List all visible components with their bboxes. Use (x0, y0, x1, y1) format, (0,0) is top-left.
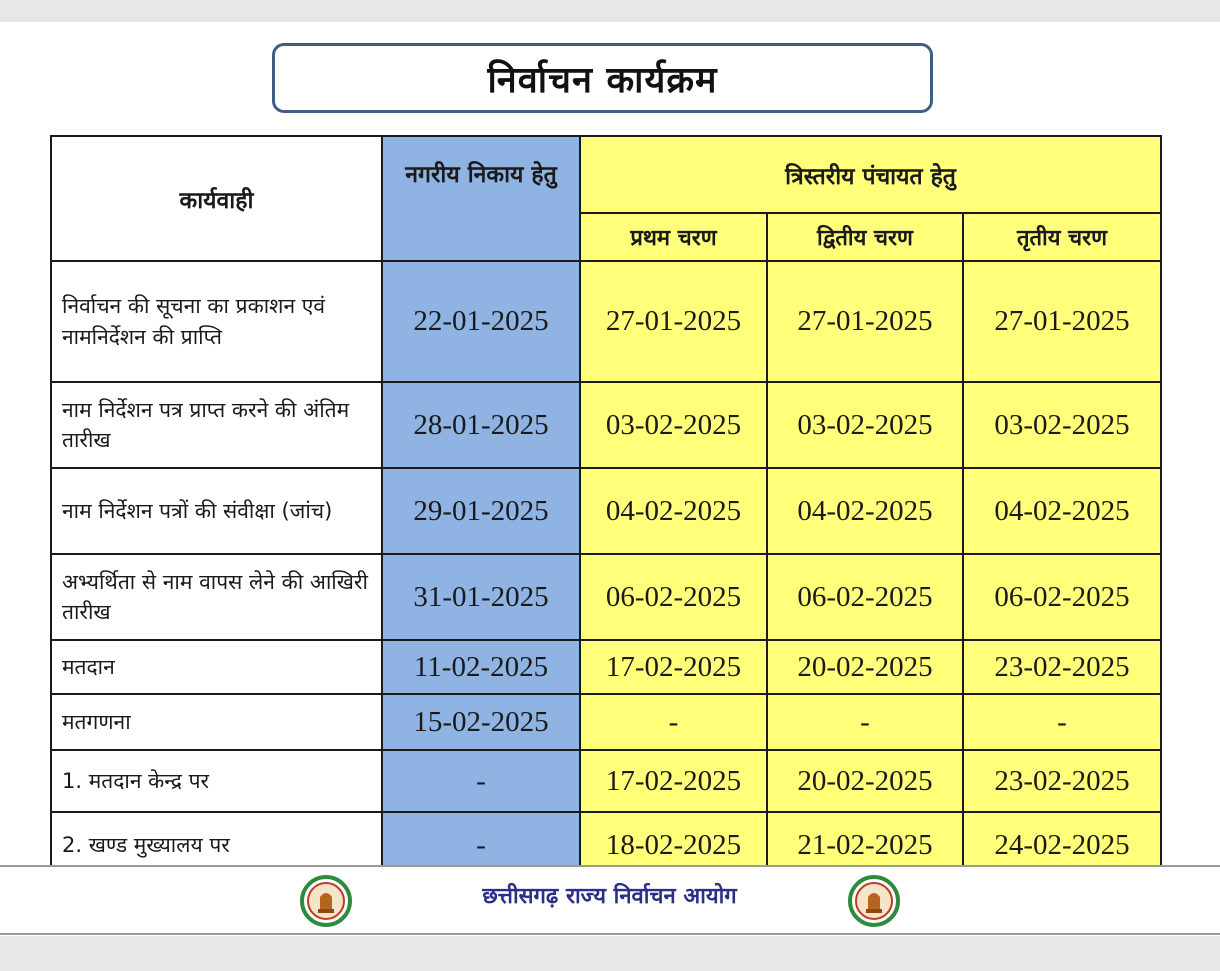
row-label: 1. मतदान केन्द्र पर (51, 750, 382, 812)
urban-date: 15-02-2025 (382, 694, 580, 750)
table-row (51, 261, 1161, 382)
header-action: कार्यवाही (51, 136, 382, 261)
phase-3-date: - (963, 694, 1161, 750)
urban-date: 11-02-2025 (382, 640, 580, 694)
election-schedule-table (50, 135, 1162, 879)
phase-1-date: 03-02-2025 (580, 382, 767, 468)
header-row-1 (51, 136, 1161, 213)
phase-2-date: - (767, 694, 963, 750)
row-label: 2. खण्ड मुख्यालय पर (51, 812, 382, 878)
urban-date: 29-01-2025 (382, 468, 580, 554)
page-title: निर्वाचन कार्यक्रम (487, 59, 718, 101)
row-label: मतगणना (51, 694, 382, 750)
urban-date: - (382, 750, 580, 812)
table-row (51, 382, 1161, 468)
table-row (51, 694, 1161, 750)
row-label: नाम निर्देशन पत्रों की संवीक्षा (जांच) (51, 468, 382, 554)
row-label: अभ्यर्थिता से नाम वापस लेने की आखिरी तारीख (51, 554, 382, 640)
phase-1-date: 17-02-2025 (580, 640, 767, 694)
table-row (51, 554, 1161, 640)
phase-1-date: 27-01-2025 (580, 261, 767, 382)
table-row (51, 640, 1161, 694)
table-row (51, 750, 1161, 812)
phase-3-date: 04-02-2025 (963, 468, 1161, 554)
bottom-margin-band (0, 936, 1220, 971)
phase-1-date: 18-02-2025 (580, 812, 767, 878)
header-phase-2: द्वितीय चरण (767, 213, 963, 261)
row-label: मतदान (51, 640, 382, 694)
urban-date: 28-01-2025 (382, 382, 580, 468)
top-margin-band (0, 0, 1220, 22)
urban-date: 31-01-2025 (382, 554, 580, 640)
header-phase-1: प्रथम चरण (580, 213, 767, 261)
phase-3-date: 06-02-2025 (963, 554, 1161, 640)
state-emblem-icon (300, 875, 352, 927)
phase-3-date: 23-02-2025 (963, 640, 1161, 694)
urban-date: 22-01-2025 (382, 261, 580, 382)
phase-2-date: 20-02-2025 (767, 750, 963, 812)
row-label: निर्वाचन की सूचना का प्रकाशन एवं नामनिर्देशन की प्राप्ति (51, 261, 382, 382)
urban-date: - (382, 812, 580, 878)
phase-1-date: 17-02-2025 (580, 750, 767, 812)
phase-2-date: 06-02-2025 (767, 554, 963, 640)
phase-2-date: 21-02-2025 (767, 812, 963, 878)
phase-1-date: 06-02-2025 (580, 554, 767, 640)
state-emblem-icon (848, 875, 900, 927)
header-panchayat: त्रिस्तरीय पंचायत हेतु (580, 136, 1161, 213)
phase-3-date: 24-02-2025 (963, 812, 1161, 878)
phase-2-date: 04-02-2025 (767, 468, 963, 554)
phase-2-date: 20-02-2025 (767, 640, 963, 694)
phase-3-date: 23-02-2025 (963, 750, 1161, 812)
title-box (272, 43, 933, 113)
phase-2-date: 03-02-2025 (767, 382, 963, 468)
header-phase-3: तृतीय चरण (963, 213, 1161, 261)
header-urban-body: नगरीय निकाय हेतु (382, 136, 580, 261)
table-row (51, 468, 1161, 554)
row-label: नाम निर्देशन पत्र प्राप्त करने की अंतिम तारीख (51, 382, 382, 468)
phase-3-date: 27-01-2025 (963, 261, 1161, 382)
phase-3-date: 03-02-2025 (963, 382, 1161, 468)
phase-2-date: 27-01-2025 (767, 261, 963, 382)
footer-commission-name: छत्तीसगढ़ राज्य निर्वाचन आयोग (482, 884, 737, 909)
phase-1-date: 04-02-2025 (580, 468, 767, 554)
phase-1-date: - (580, 694, 767, 750)
